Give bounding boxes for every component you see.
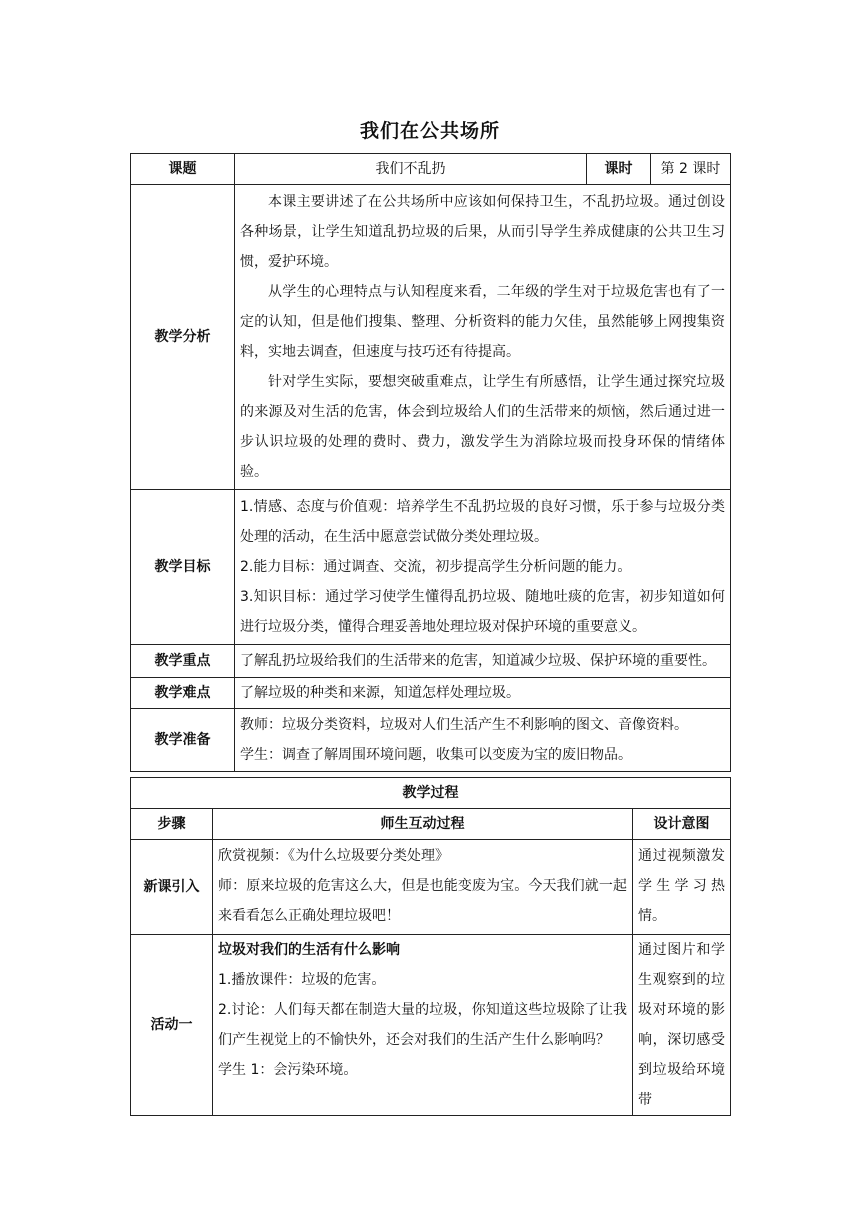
intro-step: 新课引入 — [131, 840, 213, 935]
key-point-text: 了解乱扔垃圾给我们的生活带来的危害，知道减少垃圾、保护环境的重要性。 — [235, 645, 731, 678]
topic-row — [131, 154, 731, 185]
lesson-info-table — [130, 153, 731, 772]
preparation-content — [235, 709, 731, 772]
activity1-content — [213, 935, 633, 1116]
activity1-heading: 垃圾对我们的生活有什么影响 — [218, 942, 400, 958]
preparation-row — [131, 709, 731, 772]
analysis-label: 教学分析 — [131, 185, 235, 490]
intro-row — [131, 840, 731, 935]
goals-row — [131, 490, 731, 645]
preparation-line: 教师：垃圾分类资料，垃圾对人们生活产生不利影响的图文、音像资料。 — [240, 717, 688, 733]
activity1-line: 学生 1：会污染环境。 — [218, 1062, 358, 1078]
preparation-line: 学生：调查了解周围环境问题，收集可以变废为宝的废旧物品。 — [240, 747, 632, 763]
process-title-row — [131, 778, 731, 809]
intro-line: 师：原来垃圾的危害这么大，但是也能变废为宝。今天我们就一起来看看怎么正确处理垃圾吧！ — [218, 878, 627, 924]
key-point-row — [131, 645, 731, 678]
goals-content — [235, 490, 731, 645]
difficulty-row — [131, 678, 731, 709]
activity1-line: 2.讨论：人们每天都在制造大量的垃圾，你知道这些垃圾除了让我们产生视觉上的不愉快外，还会对我们的生活产生什么影响吗？ — [218, 1002, 627, 1048]
process-title: 教学过程 — [131, 778, 731, 809]
difficulty-text: 了解垃圾的种类和来源，知道怎样处理垃圾。 — [235, 678, 731, 709]
header-intent: 设计意图 — [633, 809, 731, 840]
page-title: 我们在公共场所 — [359, 120, 500, 142]
intro-content — [213, 840, 633, 935]
topic-value: 我们不乱扔 — [235, 154, 587, 185]
intro-line: 欣赏视频：《为什么垃圾要分类处理》 — [218, 848, 449, 864]
goal-item: 1.情感、态度与价值观：培养学生不乱扔垃圾的良好习惯，乐于参与垃圾分类处理的活动，在生活中愿意尝试做分类处理垃圾。 — [240, 499, 725, 545]
analysis-content — [235, 185, 731, 490]
key-point-label: 教学重点 — [131, 645, 235, 678]
activity1-row — [131, 935, 731, 1116]
goal-item: 2.能力目标：通过调查、交流，初步提高学生分析问题的能力。 — [240, 559, 632, 575]
period-label: 课时 — [587, 154, 651, 185]
analysis-paragraph: 针对学生实际，要想突破重难点，让学生有所感悟，让学生通过探究垃圾的来源及对生活的危害，体会到垃圾给人们的生活带来的烦恼，然后通过进一步认识垃圾的处理的费时、费力，激发学生为消除垃圾而投身环保的情绪体验。 — [240, 374, 725, 480]
analysis-paragraph: 从学生的心理特点与认知程度来看，二年级的学生对于垃圾危害也有了一定的认知，但是他们搜集、整理、分析资料的能力欠佳，虽然能够上网搜集资料，实地去调查，但速度与技巧还有待提高。 — [240, 284, 725, 360]
process-table — [130, 777, 731, 1116]
topic-label: 课题 — [131, 154, 235, 185]
process-header-row — [131, 809, 731, 840]
activity1-intent: 通过图片和学生观察到的垃圾对环境的影响，深切感受到垃圾给环境带 — [633, 935, 731, 1116]
goal-item: 3.知识目标：通过学习使学生懂得乱扔垃圾、随地吐痰的危害，初步知道如何进行垃圾分类，懂得合理妥善地处理垃圾对保护环境的重要意义。 — [240, 589, 725, 635]
activity1-step: 活动一 — [131, 935, 213, 1116]
goals-label: 教学目标 — [131, 490, 235, 645]
header-step: 步骤 — [131, 809, 213, 840]
preparation-label: 教学准备 — [131, 709, 235, 772]
period-value: 第 2 课时 — [651, 154, 731, 185]
header-interaction: 师生互动过程 — [213, 809, 633, 840]
analysis-row — [131, 185, 731, 490]
analysis-paragraph: 本课主要讲述了在公共场所中应该如何保持卫生，不乱扔垃圾。通过创设各种场景，让学生知道乱扔垃圾的后果，从而引导学生养成健康的公共卫生习惯，爱护环境。 — [240, 194, 725, 270]
intro-intent: 通过视频激发学生学习热情。 — [633, 840, 731, 935]
activity1-line: 1.播放课件：垃圾的危害。 — [218, 972, 386, 988]
difficulty-label: 教学难点 — [131, 678, 235, 709]
